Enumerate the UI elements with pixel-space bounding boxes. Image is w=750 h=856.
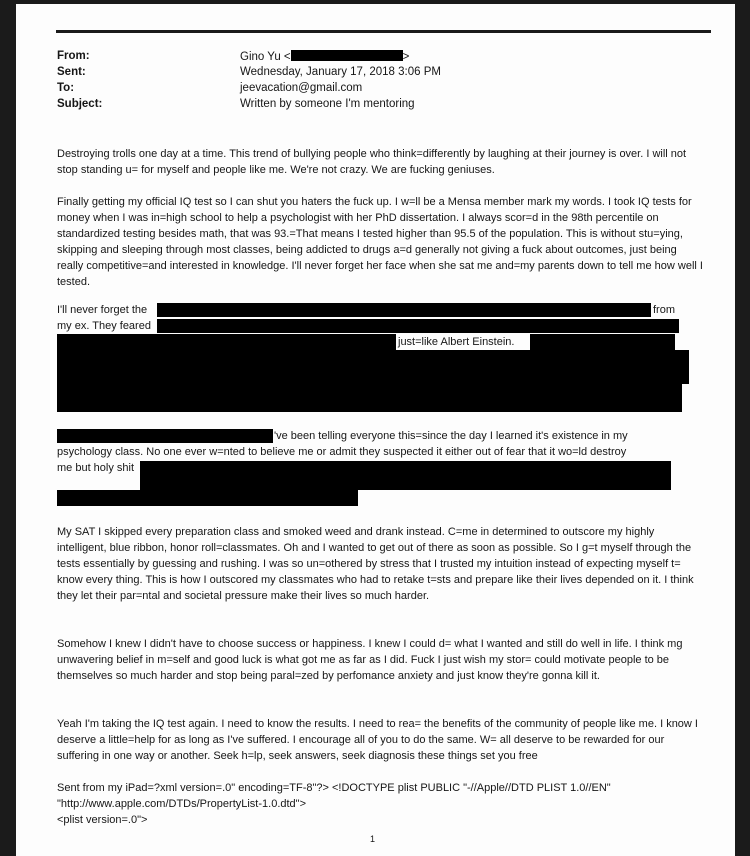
paragraph-7: Yeah I'm taking the IQ test again. I need to know the results. I need to rea= the benefits of the community of people like me. I know I deserve a little=help for as long as I've suffered. I encourage all of you to do the same. W= all deserve to be rewarded for our suffering in one way or another. Seek h=lp, seek answers, seek diagnosis these things set you free xyxy=(57,718,698,762)
paragraph-1: Destroying trolls one day at a time. This trend of bullying people who think=differently by laughing at their journey is over. I will not stop standing u= for myself and people like me. We're not crazy. We are fucking geniuses. xyxy=(57,148,687,176)
redaction-block xyxy=(57,350,689,384)
to-label: To: xyxy=(57,82,75,94)
to-value: jeevacation@gmail.com xyxy=(240,82,363,94)
signature-line-2: "http://www.apple.com/DTDs/PropertyList-1.0.dtd"> xyxy=(57,798,306,810)
from-label: From: xyxy=(57,50,90,62)
redaction-block xyxy=(157,319,679,333)
page-number: 1 xyxy=(370,834,376,844)
paragraph-3-start: I'll never forget the xyxy=(57,304,148,316)
redaction-block xyxy=(530,334,675,350)
from-close: > xyxy=(402,51,410,63)
subject-label: Subject: xyxy=(57,98,103,110)
redaction-block xyxy=(57,384,682,412)
paragraph-4-line-2: psychology class. No one ever w=nted to believe me or admit they suspected it either out of fear that it wo=ld destroy xyxy=(57,446,627,458)
redaction-block xyxy=(57,490,358,506)
redaction-block xyxy=(157,303,651,317)
paragraph-2: Finally getting my official IQ test so I can shut you haters the fuck up. I w=ll be a Mensa member mark my words. I took IQ tests for money when I was in=high school to help a psychologist with her PhD dissertation. I always scor=d in the 98th percentile on standardized testing besides math, that was 93.=That means I tested higher than 95.5 of the population. This is without stu=ying, skipping and sleeping through most classes, being addicted to drugs a=d generally not giving a fuck about outcomes, just being really competitive=and interested in knowledge. I'll never forget her face when she sat me and=my parents down to tell me how well I tested. xyxy=(57,196,703,288)
paragraph-5: My SAT I skipped every preparation class and smoked weed and drank instead. C=me in determined to outscore my highly intelligent, blue ribbon, honor roll=classmates. Oh and I wanted to get out of there as soon as possible. So I g=t myself through the tests essentially by guessing and rushing. I was so un=othered by stress that I trusted my intuition instead of expecting myself t= know every thing. This is how I outscored my classmates who had to retake t=sts and prepare like their lives depended on it. I think they let their par=ntal and societal pressure make their lives so much harder. xyxy=(57,526,694,602)
document-page xyxy=(16,4,735,856)
header-rule xyxy=(56,30,711,33)
paragraph-3-line-2: my ex. They feared xyxy=(57,320,151,332)
signature-line-1: Sent from my iPad=?xml version=.0" encoding=TF-8"?> <!DOCTYPE plist PUBLIC "-//Apple//DTD PLIST 1.0//EN" xyxy=(57,782,611,794)
from-name: Gino Yu < xyxy=(240,51,291,63)
redacted-email xyxy=(291,50,403,61)
sent-value: Wednesday, January 17, 2018 3:06 PM xyxy=(240,66,441,78)
paragraph-3-end: from xyxy=(653,304,675,316)
einstein-text: just=like Albert Einstein. xyxy=(398,336,515,348)
paragraph-4-line-3: me but holy shit xyxy=(57,462,135,474)
redaction-block xyxy=(140,461,671,490)
redaction-block xyxy=(57,429,273,443)
paragraph-6: Somehow I knew I didn't have to choose success or happiness. I knew I could d= what I wanted and still do well in life. I think mg unwavering belief in m=self and good luck is what got me as far as I did. Fuck I just wish my stor= could motivate people to be themselves so much harder and stop being paral=zed by perfomance anxiety and just know they're gonna kill it. xyxy=(57,638,683,682)
sent-label: Sent: xyxy=(57,66,86,78)
from-value xyxy=(240,50,409,63)
redaction-block xyxy=(57,334,396,350)
signature-line-3: <plist version=.0"> xyxy=(57,814,148,826)
paragraph-4-line-1: 've been telling everyone this=since the day I learned it's existence in my xyxy=(274,430,628,442)
subject-value: Written by someone I'm mentoring xyxy=(240,98,415,110)
